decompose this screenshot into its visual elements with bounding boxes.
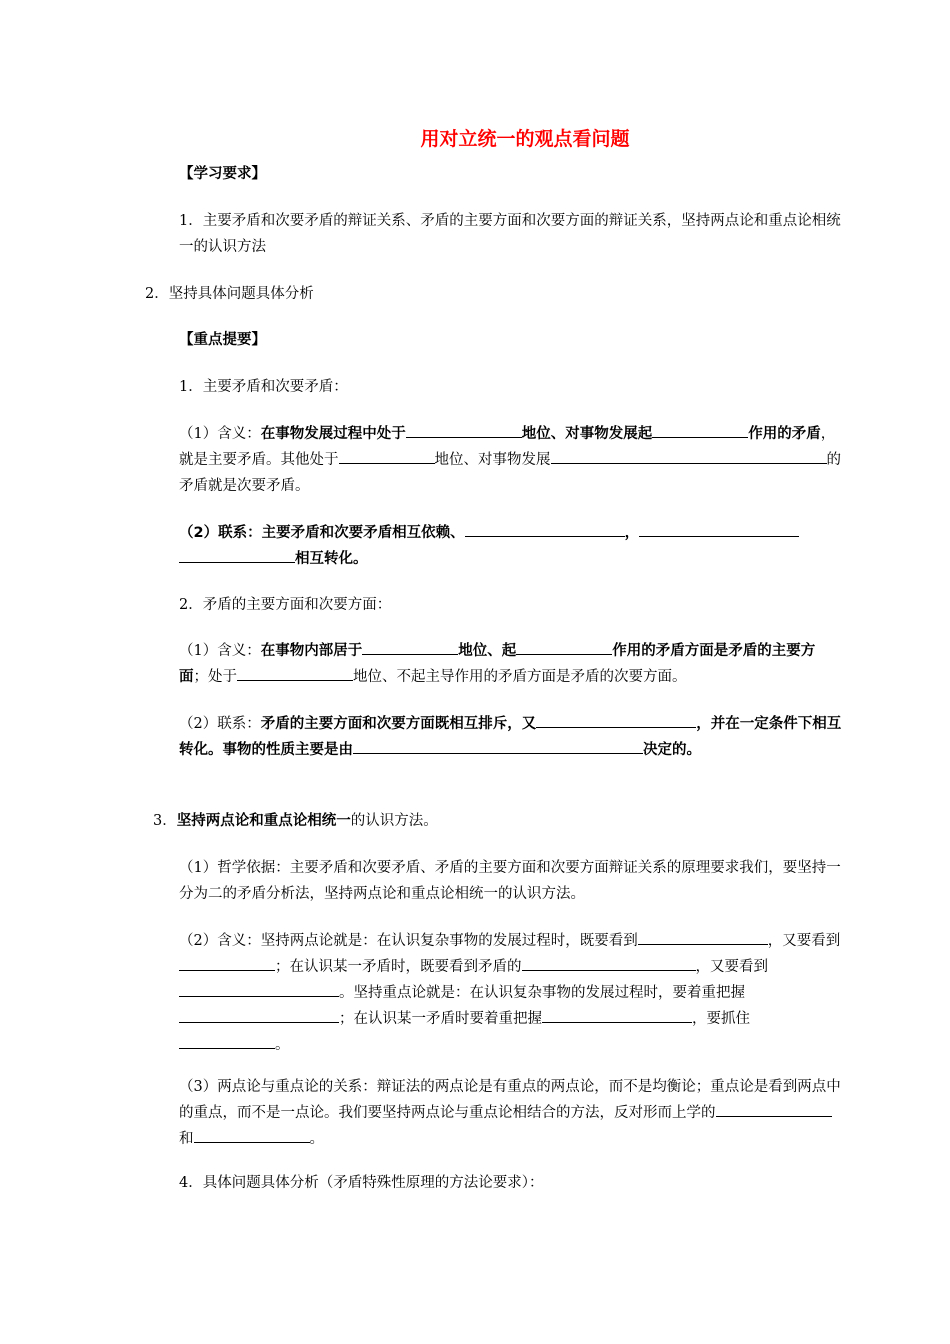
fill-blank[interactable] — [353, 737, 643, 754]
fill-blank[interactable] — [362, 638, 458, 655]
fill-blank[interactable] — [716, 1100, 832, 1117]
text-span: 。坚持重点论就是：在认识复杂事物的发展过程时，要着重把握 — [339, 985, 745, 1001]
text-span: （1）含义： — [179, 643, 261, 659]
fill-blank[interactable] — [465, 520, 625, 537]
text-span: 矛盾的主要方面和次要方面既相互排斥，又 — [260, 716, 537, 732]
text-span: （3）两点论与重点论的关系：辩证法的两点论是有重点的两点论，而不是均衡论；重点论是看到两点中的重点，而不是一点论。我们要坚持两点论与重点论相结合的方法，反对形而上学的 — [179, 1079, 841, 1121]
text-span: ；在认识某一矛盾时，既要看到矛盾的 — [275, 959, 522, 975]
study-item-1: 1．主要矛盾和次要矛盾的辩证关系、矛盾的主要方面和次要方面的辩证关系，坚持两点论和重点论相统一的认识方法 — [179, 213, 841, 255]
fill-blank[interactable] — [339, 447, 435, 464]
text-span: ；在认识某一矛盾时要着重把握 — [339, 1011, 542, 1027]
text-span: 作用的矛盾 — [748, 426, 821, 442]
text-span: 决定的。 — [643, 742, 701, 758]
text-span: 地位、不起主导作用的矛盾方面是矛盾的次要方面。 — [353, 669, 687, 685]
text-span: ，并在一定条件下相互转化。事物的性质主要是由 — [179, 716, 842, 758]
section-1-meaning — [145, 421, 844, 499]
text-span: ， — [624, 525, 640, 541]
text-span: 在事物发展过程中处于 — [260, 426, 406, 442]
fill-blank[interactable] — [658, 1006, 692, 1023]
fill-blank[interactable] — [682, 954, 696, 971]
fill-blank[interactable] — [194, 1126, 310, 1143]
fill-blank[interactable] — [542, 1006, 658, 1023]
section-3-meaning — [145, 928, 844, 1058]
fill-blank[interactable] — [179, 1006, 339, 1023]
text-span: ，又要看到 — [695, 959, 768, 975]
text-span: ，就是主要矛盾。其他处于 — [179, 426, 836, 468]
fill-blank[interactable] — [179, 954, 275, 971]
section-2-title: 2．矛盾的主要方面和次要方面： — [179, 597, 392, 613]
fill-blank[interactable] — [522, 954, 682, 971]
text-span: ；处于 — [193, 669, 237, 685]
text-span: ，又要看到 — [767, 933, 841, 949]
text-span: 3． — [153, 813, 177, 829]
key-points-heading: 【重点提要】 — [179, 332, 266, 348]
section-3-basis: （1）哲学依据：主要矛盾和次要矛盾、矛盾的主要方面和次要方面辩证关系的原理要求我们，要坚持一分为二的矛盾分析法，坚持两点论和重点论相统一的认识方法。 — [179, 860, 841, 902]
text-span: 在事物内部居于 — [260, 643, 363, 659]
fill-blank[interactable] — [237, 664, 353, 681]
study-item-2: 2．坚持具体问题具体分析 — [145, 286, 314, 302]
fill-blank[interactable] — [711, 447, 827, 464]
section-2-meaning — [145, 638, 844, 690]
fill-blank[interactable] — [551, 447, 711, 464]
text-span: 作用的矛盾方面是矛盾的主要方面 — [179, 643, 816, 685]
fill-blank[interactable] — [638, 928, 754, 945]
fill-blank[interactable] — [179, 980, 339, 997]
fill-blank[interactable] — [516, 638, 612, 655]
text-span: 相互转化。 — [295, 551, 368, 567]
text-span: （2）联系：主要矛盾和次要矛盾相互依赖、 — [179, 525, 465, 541]
section-3-relation — [145, 1074, 844, 1152]
fill-blank[interactable] — [536, 711, 696, 728]
section-3-title — [145, 808, 818, 834]
fill-blank[interactable] — [652, 421, 748, 438]
text-span: 地位、起 — [458, 643, 517, 659]
fill-blank[interactable] — [639, 520, 799, 537]
section-2-relation — [145, 711, 844, 763]
text-span: 坚持两点论和重点论相统一 — [176, 813, 351, 829]
document-title: 用对立统一的观点看问题 — [420, 128, 630, 150]
fill-blank[interactable] — [754, 928, 768, 945]
section-1-relation — [145, 520, 844, 572]
fill-blank[interactable] — [179, 1032, 275, 1049]
fill-blank[interactable] — [406, 421, 522, 438]
fill-blank[interactable] — [179, 546, 295, 563]
study-requirements-heading: 【学习要求】 — [179, 166, 266, 182]
text-span: （2）含义：坚持两点论就是：在认识复杂事物的发展过程时，既要看到 — [179, 933, 638, 949]
text-span: 地位、对事物发展起 — [521, 426, 653, 442]
text-span: 的认识方法。 — [350, 813, 438, 829]
text-span: （2）联系： — [179, 716, 261, 732]
text-span: 。 — [275, 1037, 290, 1053]
text-span: 地位、对事物发展 — [434, 452, 551, 468]
text-span: 。 — [309, 1131, 324, 1147]
text-span: 的矛盾就是次要矛盾。 — [179, 452, 841, 494]
section-4-title: 4．具体问题具体分析（矛盾特殊性原理的方法论要求）： — [179, 1175, 544, 1191]
text-span: （1）含义： — [179, 426, 261, 442]
text-span: 和 — [179, 1131, 194, 1147]
section-1-title: 1．主要矛盾和次要矛盾： — [179, 379, 348, 395]
text-span: ，要抓住 — [692, 1011, 750, 1027]
